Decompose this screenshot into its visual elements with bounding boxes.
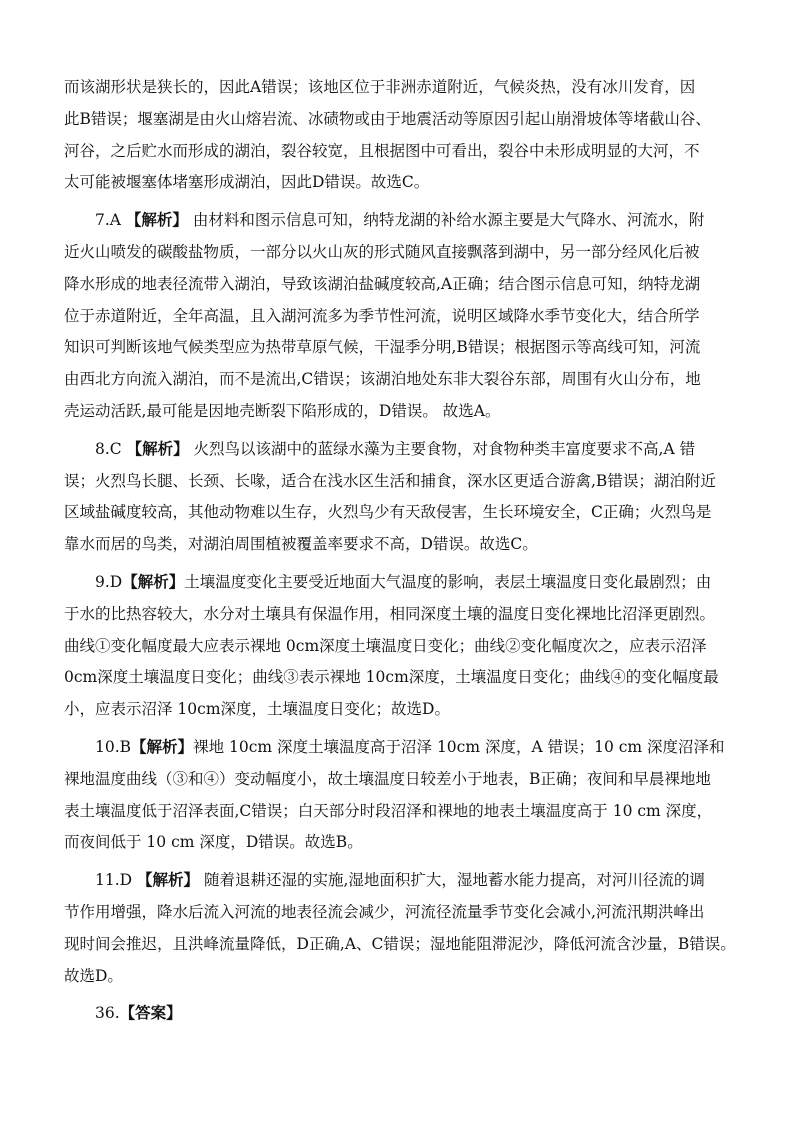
text-line: 近火山喷发的碳酸盐物质，一部分以火山灰的形式随风直接飘落到湖中，另一部分经风化后被 bbox=[64, 242, 700, 261]
text-line: 河谷，之后贮水而形成的湖泊，裂谷较宽，且根据图中可看出，裂谷中未形成明显的大河，不 bbox=[64, 141, 700, 160]
text-line: 故选D。 bbox=[64, 966, 123, 985]
paragraph-q10 bbox=[64, 731, 730, 859]
text-line: 现时间会推迟，且洪峰流量降低，D正确,A、C错误；湿地能阻滞泥沙，降低河流含沙量，B错误。 bbox=[64, 934, 736, 953]
text-line: 0cm深度土壤温度日变化；曲线③表示裸地 10cm深度，土壤温度日变化；曲线④的变化幅度最 bbox=[64, 668, 719, 687]
text-line: 壳运动活跃,最可能是因地壳断裂下陷形成的，D错误。 故选A。 bbox=[64, 401, 501, 420]
analysis-tag: 【解析】 bbox=[137, 870, 200, 890]
text-line: 误；火烈鸟长腿、长颈、长喙，适合在浅水区生活和捕食，深水区更适合游禽,B错误；湖泊附近 bbox=[64, 471, 716, 490]
text-line: 位于赤道附近，全年高温，且入湖河流多为季节性河流，说明区域降水季节变化大，结合所学 bbox=[64, 306, 700, 325]
paragraph-q11 bbox=[64, 864, 736, 992]
analysis-tag: 【解析】 bbox=[126, 438, 189, 458]
text-line bbox=[64, 864, 730, 897]
answer-label: 7.A bbox=[95, 211, 121, 230]
text-segment: 由材料和图示信息可知，纳特龙湖的补给水源主要是大气降水、河流水，附 bbox=[192, 211, 705, 230]
text-line: 于水的比热容较大，水分对土壤具有保温作用，相同深度土壤的温度日变化裸地比沼泽更剧烈。 bbox=[64, 604, 716, 623]
answer-label: 36. bbox=[95, 1004, 120, 1023]
text-line bbox=[64, 997, 730, 1030]
text-line: 降水形成的地表径流带入湖泊，导致该湖泊盐碱度较高,A正确；结合图示信息可知，纳特龙湖 bbox=[64, 274, 701, 293]
text-segment: 裸地 10cm 深度土壤温度高于沼泽 10cm 深度，A 错误；10 cm 深度沼泽和 bbox=[193, 737, 725, 756]
text-line: 知识可判断该地气候类型应为热带草原气候，干湿季分明,B错误；根据图示等高线可知，河流 bbox=[64, 338, 701, 357]
text-line bbox=[64, 433, 730, 466]
analysis-tag: 【解析】 bbox=[131, 736, 194, 756]
text-line: 靠水而居的鸟类，对湖泊周围植被覆盖率要求不高，D错误。故选C。 bbox=[64, 535, 538, 554]
text-line: 此B错误；堰塞湖是由火山熔岩流、冰碛物或由于地震活动等原因引起山崩滑坡体等堵截山谷、 bbox=[64, 109, 711, 128]
text-segment: 火烈鸟以该湖中的蓝绿水藻为主要食物，对食物种类丰富度要求不高,A 错 bbox=[193, 439, 696, 458]
paragraph-q7 bbox=[64, 204, 730, 428]
text-line: 由西北方向流入湖泊，而不是流出,C错误；该湖泊地处东非大裂谷东部，周围有火山分布，地 bbox=[64, 370, 701, 389]
text-line: 小，应表示沼泽 10cm深度，土壤温度日变化；故选D。 bbox=[64, 700, 450, 719]
answer-label: 8.C bbox=[95, 439, 122, 458]
answer-tag: 【答案】 bbox=[119, 1003, 182, 1023]
paragraph-q9 bbox=[64, 566, 730, 726]
text-segment: 随着退耕还湿的实施,湿地面积扩大，湿地蓄水能力提高，对河川径流的调 bbox=[203, 871, 705, 890]
text-line: 而该湖形状是狭长的，因此A错误；该地区位于非洲赤道附近，气候炎热，没有冰川发育，因 bbox=[64, 78, 696, 96]
text-line: 裸地温度曲线（③和④）变动幅度小，故土壤温度日较差小于地表，B正确；夜间和早晨裸地地 bbox=[64, 769, 711, 788]
text-line: 表土壤温度低于沼泽表面,C错误；白天部分时段沼泽和裸地的地表土壤温度高于 10 cm 深度， bbox=[64, 801, 713, 820]
text-line: 区域盐碱度较高，其他动物难以生存，火烈鸟少有天敌侵害，生长环境安全，C正确；火烈鸟是 bbox=[64, 503, 712, 522]
paragraph-q8 bbox=[64, 433, 730, 561]
answer-label: 9.D bbox=[95, 572, 123, 591]
text-segment: 土壤温度变化主要受近地面大气温度的影响，表层土壤温度日变化最剧烈；由 bbox=[184, 572, 712, 591]
text-line bbox=[64, 204, 730, 237]
answer-label: 10.B bbox=[95, 737, 132, 756]
paragraph-q6-continuation bbox=[64, 72, 730, 199]
answer-explanations bbox=[64, 72, 736, 1035]
text-line: 太可能被堰塞体堵塞形成湖泊，因此D错误。故选C。 bbox=[64, 173, 430, 192]
paragraph-q36 bbox=[64, 997, 730, 1030]
text-line bbox=[64, 731, 730, 764]
analysis-tag: 【解析】 bbox=[122, 571, 185, 591]
analysis-tag: 【解析】 bbox=[125, 210, 188, 230]
text-line: 曲线①变化幅度最大应表示裸地 0cm深度土壤温度日变化；曲线②变化幅度次之，应表示沼泽 bbox=[64, 636, 707, 655]
text-line: 节作用增强，降水后流入河流的地表径流会减少，河流径流量季节变化会减小,河流汛期洪峰出 bbox=[64, 902, 705, 921]
text-line: 而夜间低于 10 cm 深度，D错误。故选B。 bbox=[64, 833, 363, 852]
answer-label: 11.D bbox=[95, 871, 133, 890]
text-line bbox=[64, 566, 730, 599]
